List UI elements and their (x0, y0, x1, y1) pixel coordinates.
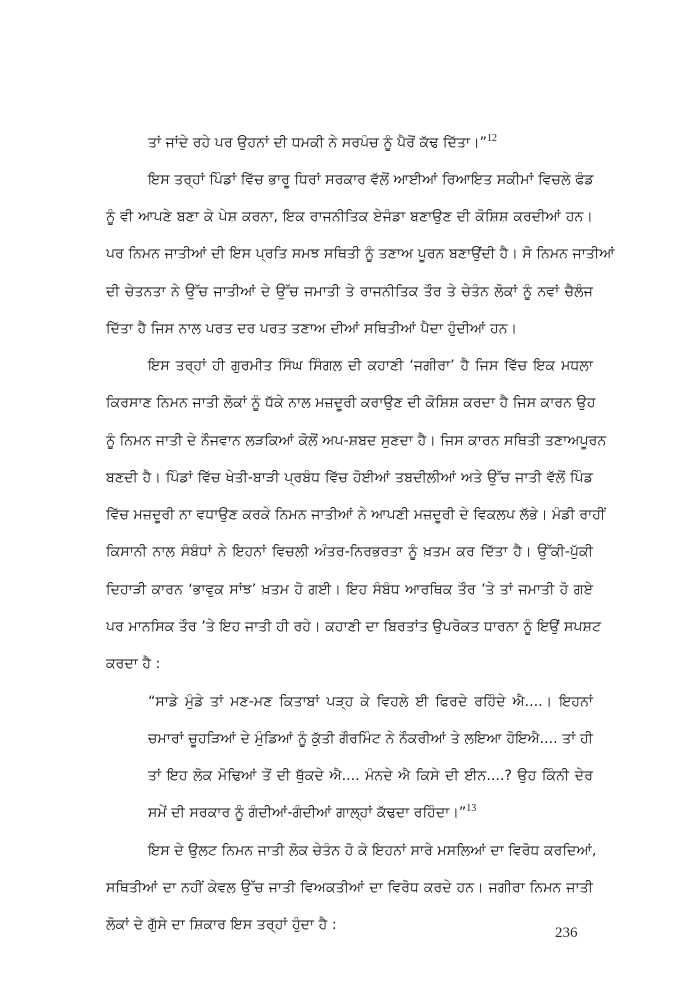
paragraph-line: ਲੋਕਾਂ ਦੇ ਗੁੱਸੇ ਦਾ ਸ਼ਿਕਾਰ ਇਸ ਤਰ੍ਹਾਂ ਹੁੰਦਾ ਹੈ : (106, 917, 337, 933)
paragraph-line: ਕਿਰਸਾਣ ਨਿਮਨ ਜਾਤੀ ਲੋਕਾਂ ਨੂੰ ਧੱਕੇ ਨਾਲ ਮਜ਼ਦੂਰੀ ਕਰਾਉਣ ਦੀ ਕੋਸ਼ਿਸ਼ ਕਰਦਾ ਹੈ ਜਿਸ ਕਾਰਨ ਉਹ (106, 395, 596, 411)
footnote-marker: 13 (466, 803, 477, 814)
text-line: ਸਮੇਂ ਦੀ ਸਰਕਾਰ ਨੂੰ ਗੰਦੀਆਂ-ਗੰਦੀਆਂ ਗਾਲ੍ਹਾਂ ਕੱਢਦਾ ਰਹਿੰਦਾ।” (148, 805, 467, 821)
paragraph-line: ਦਿੱਤਾ ਹੈ ਜਿਸ ਨਾਲ ਪਰਤ ਦਰ ਪਰਤ ਤਣਾਅ ਦੀਆਂ ਸਥਿਤੀਆਂ ਪੈਦਾ ਹੁੰਦੀਆਂ ਹਨ। (106, 321, 518, 337)
paragraph-line: ਨੂੰ ਨਿਮਨ ਜਾਤੀ ਦੇ ਨੌਜਵਾਨ ਲੜਕਿਆਂ ਕੋਲੋਂ ਅਪ-ਸ਼ਬਦ ਸੁਣਦਾ ਹੈ। ਜਿਸ ਕਾਰਨ ਸਥਿਤੀ ਤਣਾਅਪੂਰਨ (106, 433, 607, 449)
paragraph-line: ਦੀ ਚੇਤਨਤਾ ਨੇ ਉੱਚ ਜਾਤੀਆਂ ਦੇ ਉੱਚ ਜਮਾਤੀ ਤੇ ਰਾਜਨੀਤਿਕ ਤੌਰ ਤੇ ਚੇਤੰਨ ਲੋਕਾਂ ਨੂੰ ਨਵਾਂ ਚੈਲੰਜ (106, 284, 593, 300)
paragraph-line: ਕਿਸਾਨੀ ਨਾਲ ਸੰਬੰਧਾਂ ਨੇ ਇਹਨਾਂ ਵਿਚਲੀ ਅੰਤਰ-ਨਿਰਭਰਤਾ ਨੂੰ ਖ਼ਤਮ ਕਰ ਦਿੱਤਾ ਹੈ। ਉੱਕੀ-ਪੁੱਕੀ (106, 544, 593, 560)
paragraph-line: ਸਥਿਤੀਆਂ ਦਾ ਨਹੀਂ ਕੇਵਲ ਉੱਚ ਜਾਤੀ ਵਿਅਕਤੀਆਂ ਦਾ ਵਿਰੋਧ ਕਰਦੇ ਹਨ। ਜਗੀਰਾ ਨਿਮਨ ਜਾਤੀ (106, 880, 593, 896)
text-line: ਤਾਂ ਜਾਂਦੇ ਰਹੇ ਪਰ ਉਹਨਾਂ ਦੀ ਧਮਕੀ ਨੇ ਸਰਪੰਚ ਨੂੰ ਪੈਰੋਂ ਕੱਢ ਦਿੱਤਾ।” (148, 135, 488, 151)
quote-line: ਤਾਂ ਇਹ ਲੋਕ ਮੋਢਿਆਂ ਤੋਂ ਦੀ ਥੁੱਕਦੇ ਐ.... ਮੰਨਦੇ ਐ ਕਿਸੇ ਦੀ ਈਨ....? ਉਹ ਕਿੰਨੀ ਦੇਰ (148, 768, 593, 784)
paragraph-line: ਇਸ ਤਰ੍ਹਾਂ ਪਿੰਡਾਂ ਵਿੱਚ ਭਾਰੂ ਧਿਰਾਂ ਸਰਕਾਰ ਵੱਲੋਂ ਆਈਆਂ ਰਿਆਇਤ ਸਕੀਮਾਂ ਵਿਚਲੇ ਫੰਡ (148, 172, 594, 188)
footnote-marker: 12 (487, 133, 498, 144)
paragraph-line: ਇਸ ਤਰ੍ਹਾਂ ਹੀ ਗੁਰਮੀਤ ਸਿੰਘ ਸਿੰਗਲ ਦੀ ਕਹਾਣੀ ‘ਜਗੀਰਾ’ ਹੈ ਜਿਸ ਵਿੱਚ ਇਕ ਮਧਲਾ (148, 358, 593, 374)
paragraph-line: ਦਿਹਾੜੀ ਕਾਰਨ ‘ਭਾਵੁਕ ਸਾਂਝ’ ਖ਼ਤਮ ਹੋ ਗਈ। ਇਹ ਸੰਬੰਧ ਆਰਥਿਕ ਤੌਰ ’ਤੇ ਤਾਂ ਜਮਾਤੀ ਹੋ ਗਏ (106, 582, 593, 598)
paragraph-continuation-line (148, 131, 593, 155)
quote-line: ਚਮਾਰਾਂ ਚੂਹੜਿਆਂ ਦੇ ਮੁੰਡਿਆਂ ਨੂੰ ਕੁੱਤੀ ਗੌਰਮਿੰਟ ਨੇ ਨੌਕਰੀਆਂ ਤੇ ਲਇਆ ਹੋਇਐ.... ਤਾਂ ਹੀ (148, 731, 593, 747)
quote-line (148, 801, 593, 825)
quote-line: “ਸਾਡੇ ਮੁੰਡੇ ਤਾਂ ਮਣ-ਮਣ ਕਿਤਾਬਾਂ ਪੜ੍ਹ ਕੇ ਵਿਹਲੇ ਈ ਫਿਰਦੇ ਰਹਿੰਦੇ ਐ....। ਇਹਨਾਂ (148, 694, 593, 710)
paragraph-line: ਪਰ ਨਿਮਨ ਜਾਤੀਆਂ ਦੀ ਇਸ ਪ੍ਰਤਿ ਸਮਝ ਸਥਿਤੀ ਨੂੰ ਤਣਾਅ ਪੂਰਨ ਬਣਾਉਂਦੀ ਹੈ। ਸੋ ਨਿਮਨ ਜਾਤੀਆਂ (106, 246, 615, 262)
paragraph-line: ਬਣਦੀ ਹੈ। ਪਿੰਡਾਂ ਵਿੱਚ ਖੇਤੀ-ਬਾੜੀ ਪ੍ਰਬੰਧ ਵਿੱਚ ਹੋਈਆਂ ਤਬਦੀਲੀਆਂ ਅਤੇ ਉੱਚ ਜਾਤੀ ਵੱਲੋਂ ਪਿੰਡ (106, 470, 593, 486)
paragraph-line: ਵਿੱਚ ਮਜ਼ਦੂਰੀ ਨਾ ਵਧਾਉਣ ਕਰਕੇ ਨਿਮਨ ਜਾਤੀਆਂ ਨੇ ਆਪਣੀ ਮਜ਼ਦੂਰੀ ਦੇ ਵਿਕਲਪ ਲੱਭੇ। ਮੰਡੀ ਰਾਹੀਂ (106, 507, 606, 523)
paragraph-line: ਨੂੰ ਵੀ ਆਪਣੇ ਬਣਾ ਕੇ ਪੇਸ਼ ਕਰਨਾ, ਇਕ ਰਾਜਨੀਤਿਕ ਏਜੰਡਾ ਬਣਾਉਣ ਦੀ ਕੋਸ਼ਿਸ਼ ਕਰਦੀਆਂ ਹਨ। (106, 209, 593, 225)
paragraph-line: ਇਸ ਦੇ ਉਲਟ ਨਿਮਨ ਜਾਤੀ ਲੋਕ ਚੇਤੰਨ ਹੋ ਕੇ ਇਹਨਾਂ ਸਾਰੇ ਮਸਲਿਆਂ ਦਾ ਵਿਰੋਧ ਕਰਦਿਆਂ, (148, 843, 597, 859)
paragraph-line: ਪਰ ਮਾਨਸਿਕ ਤੌਰ ’ਤੇ ਇਹ ਜਾਤੀ ਹੀ ਰਹੇ। ਕਹਾਣੀ ਦਾ ਬਿਰਤਾਂਤ ਉਪਰੋਕਤ ਧਾਰਨਾ ਨੂੰ ਇਉਂ ਸਪਸ਼ਟ (106, 619, 602, 635)
paragraph-line: ਕਰਦਾ ਹੈ : (106, 656, 161, 672)
page-number: 236 (555, 925, 578, 941)
